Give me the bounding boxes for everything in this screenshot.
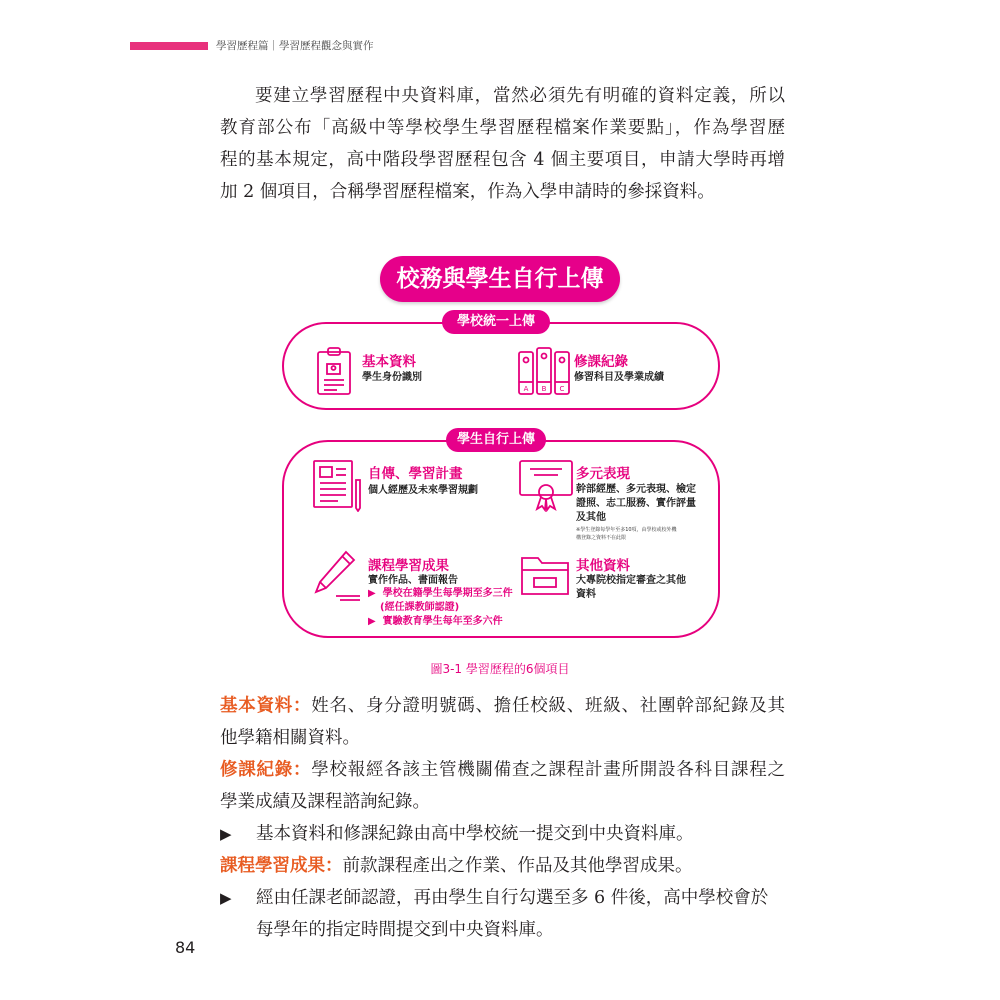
student-upload-label: 學生自行上傳 (446, 428, 546, 452)
item-title-basic-info: 基本資料 (362, 354, 416, 370)
pencil-icon (310, 548, 366, 604)
desc-line: 及其他 (576, 512, 606, 523)
intro-line: 教育部公布「高級中等學校學生學習歷程檔案作業要點」，作為學習歷 (220, 118, 785, 138)
definition-text: 學校報經各該主管機關備查之課程計畫所開設各科目課程之 (311, 760, 785, 780)
definition-basic-line (220, 690, 785, 722)
desc-line: 資料 (576, 589, 596, 600)
item-desc-other-data (576, 574, 686, 602)
bullet-text: 基本資料和修課紀錄由高中學校統一提交到中央資料庫。 (256, 824, 694, 844)
item-title-autobiography: 自傳、學習計畫 (368, 466, 463, 482)
item-desc-multiple-performance (576, 483, 696, 525)
note-line: ※學生登錄每學年至多10項，由學校或校外機 (576, 527, 677, 533)
school-upload-label: 學校統一上傳 (442, 310, 550, 334)
outcome-bullet-note: (經任課教師認證) (380, 602, 460, 613)
intro-paragraph (220, 80, 785, 208)
bullet-line (220, 818, 785, 850)
item-desc-course-outcome: 實作作品、書面報告 (368, 575, 458, 586)
bullet-text: 每學年的指定時間提交到中央資料庫。 (256, 920, 554, 940)
definition-outcome-line (220, 850, 785, 882)
item-desc-basic-info: 學生身份識別 (362, 372, 422, 383)
bullet-triangle-icon: ▶ (220, 889, 232, 907)
certificate-icon (518, 458, 574, 512)
intro-line: 程的基本規定，高中階段學習歷程包含 4 個主要項目，申請大學時再增 (220, 150, 785, 170)
item-title-multiple-performance: 多元表現 (576, 466, 630, 482)
binders-abc-icon (515, 346, 575, 398)
intro-line: 要建立學習歷程中央資料庫，當然必須先有明確的資料定義，所以 (255, 86, 785, 106)
outcome-bullet: ▶ 實驗教育學生每年至多六件 (368, 616, 503, 627)
page-number: 84 (175, 938, 196, 957)
intro-line: 加 2 個項目，合稱學習歷程檔案，作為入學申請時的參採資料。 (220, 182, 715, 202)
diagram-main-title: 校務與學生自行上傳 (380, 256, 620, 302)
item-desc-autobiography: 個人經歷及未來學習規劃 (368, 485, 478, 496)
definition-text: 前款課程產出之作業、作品及其他學習成果。 (342, 856, 693, 876)
clipboard-id-icon (315, 346, 355, 398)
item-title-course-record: 修課紀錄 (574, 354, 628, 370)
folder-icon (520, 552, 570, 596)
bullet-text: 經由任課老師認證，再由學生自行勾選至多 6 件後，高中學校會於 (256, 888, 769, 908)
definition-text: 學業成績及課程諮詢紀錄。 (220, 792, 430, 812)
definition-text: 姓名、身分證明號碼、擔任校級、班級、社團幹部紀錄及其 (311, 696, 785, 716)
binder-letter-c: C (559, 385, 565, 393)
item-note-multiple-performance (576, 526, 677, 542)
item-title-course-outcome: 課程學習成果 (368, 558, 449, 574)
term-course-record: 修課紀錄： (220, 760, 312, 780)
header-accent-bar (130, 42, 208, 50)
binder-letter-a: A (523, 385, 529, 393)
bullet-line (220, 882, 785, 914)
outcome-bullet-text: 學校在籍學生每學期至多三件 (382, 588, 513, 599)
running-header: 學習歷程篇｜學習歷程觀念與實作 (216, 40, 374, 52)
item-title-other-data: 其他資料 (576, 558, 630, 574)
outcome-bullet-text: 實驗教育學生每年至多六件 (382, 616, 503, 627)
definition-text: 他學籍相關資料。 (220, 728, 360, 748)
bullet-triangle-icon: ▶ (220, 825, 232, 843)
figure-caption: 圖3-1 學習歷程的6個項目 (430, 662, 570, 676)
document-pen-icon (312, 458, 364, 512)
definition-course-line (220, 754, 785, 786)
term-course-outcome: 課程學習成果： (220, 856, 343, 876)
desc-line: 大專院校指定審查之其他 (576, 575, 686, 586)
item-desc-course-record: 修習科目及學業成績 (574, 372, 664, 383)
learning-portfolio-diagram (270, 250, 730, 650)
note-line: 構登錄之資料不在此限 (576, 535, 627, 541)
desc-line: 幹部經歷、多元表現、檢定 (576, 484, 696, 495)
binder-letter-b: B (541, 385, 547, 393)
term-basic-info: 基本資料： (220, 696, 312, 716)
outcome-bullet: ▶ 學校在籍學生每學期至多三件 (368, 588, 513, 599)
desc-line: 證照、志工服務、實作評量 (576, 498, 696, 509)
definitions-section (220, 690, 785, 946)
